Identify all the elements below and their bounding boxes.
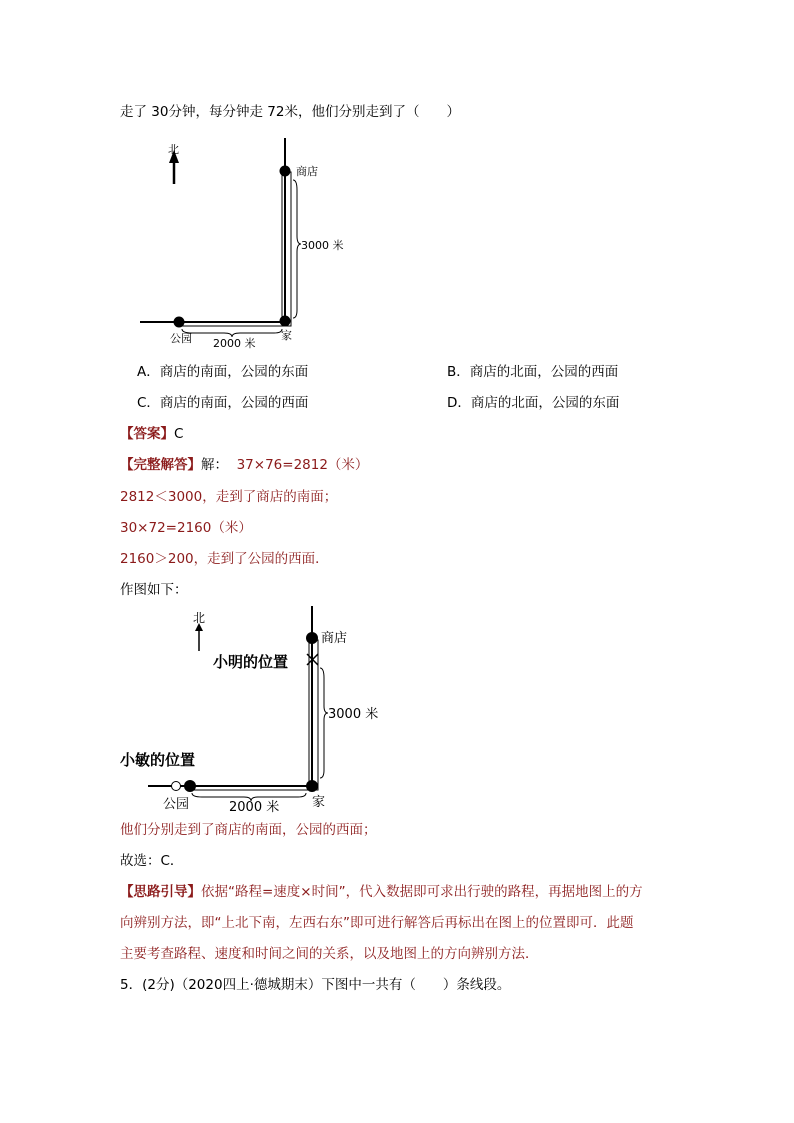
- solution-lead: 解：: [201, 457, 228, 473]
- option-a[interactable]: A．商店的南面，公园的东面: [137, 364, 309, 380]
- xiaomin-label: 小敏的位置: [120, 751, 196, 769]
- question-stem: 走了 30分钟，每分钟走 72米，他们分别走到了（ ）: [120, 104, 460, 120]
- north-label: 北: [168, 143, 179, 156]
- answer-value: C: [174, 426, 184, 442]
- solution-line3: 30×72=2160（米）: [120, 520, 252, 536]
- park-label-2: 公园: [163, 797, 190, 812]
- shop-label: 商店: [296, 165, 318, 178]
- home-label: 家: [281, 329, 292, 342]
- distance-horizontal-label-2: 2000 米: [229, 800, 280, 815]
- shop-dot-2: [306, 632, 318, 644]
- home-dot-2: [306, 780, 318, 792]
- option-b[interactable]: B．商店的北面，公园的西面: [447, 364, 619, 380]
- park-label: 公园: [170, 332, 192, 345]
- solution-line5: 作图如下：: [120, 582, 188, 598]
- option-d[interactable]: D．商店的北面，公园的东面: [447, 395, 620, 411]
- hint-line2: 向辨别方法，即“上北下南，左西右东”即可进行解答后再标出在图上的位置即可．此题: [120, 915, 634, 931]
- solution-line2: 2812＜3000，走到了商店的南面；: [120, 489, 338, 505]
- solution-line6: 他们分别走到了商店的南面，公园的西面；: [120, 822, 377, 838]
- hint-tag: 【思路引导】: [120, 884, 201, 900]
- solution-line4: 2160＞200，走到了公园的西面．: [120, 551, 329, 567]
- home-label-2: 家: [312, 795, 326, 810]
- option-c[interactable]: C．商店的南面，公园的西面: [137, 395, 309, 411]
- next-question: 5．(2分)（2020四上·德城期末）下图中一共有（ ）条线段。: [120, 977, 511, 993]
- xiaoming-label: 小明的位置: [213, 653, 289, 671]
- distance-vertical-label-2: 3000 米: [328, 707, 379, 722]
- park-dot-2: [184, 780, 196, 792]
- hint-text-1: 依据“路程=速度×时间”，代入数据即可求出行驶的路程，再据地图上的方: [201, 884, 643, 900]
- hint-line3: 主要考查路程、速度和时间之间的关系，以及地图上的方向辨别方法．: [120, 946, 539, 962]
- hint-line1: [120, 883, 643, 901]
- xiaomin-open-dot: [172, 782, 181, 791]
- shop-label-2: 商店: [321, 631, 348, 646]
- solution-tag: 【完整解答】: [120, 457, 201, 473]
- solution-line7: 故选：C．: [120, 853, 184, 869]
- distance-vertical-label: 3000 米: [301, 239, 344, 252]
- solution-line1: 37×76=2812（米）: [236, 457, 369, 473]
- north-label-2: 北: [193, 611, 206, 625]
- answer-tag: 【答案】: [120, 426, 174, 442]
- distance-horizontal-label: 2000 米: [213, 337, 256, 350]
